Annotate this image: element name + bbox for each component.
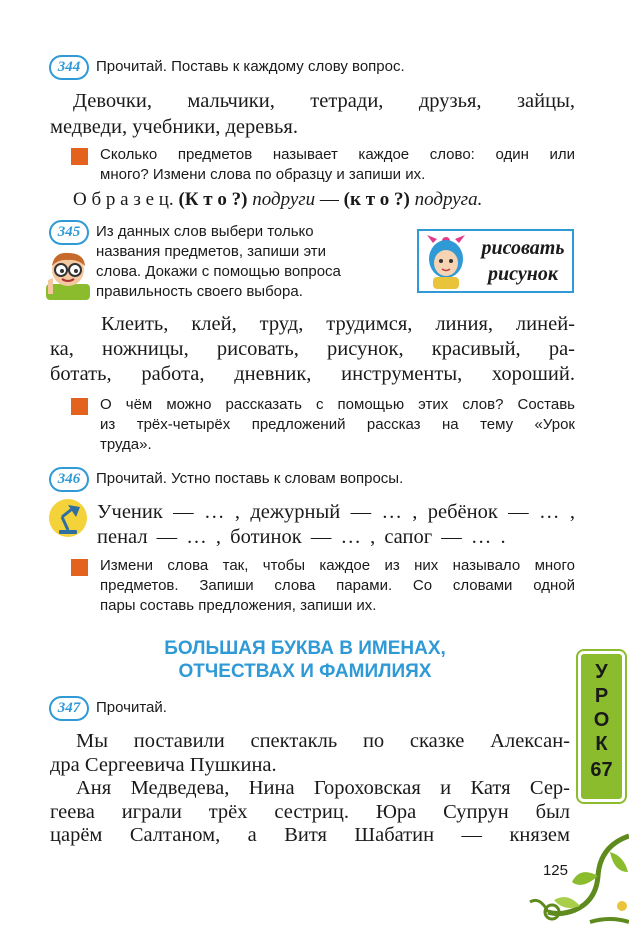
exercise-346-task-line-2: предметов. Запиши слова парами. Со словами одной: [100, 577, 575, 594]
exercise-345-instruction-line-3: слова. Докажи с помощью вопроса: [96, 263, 341, 280]
exercise-345-task-line-3: труда».: [100, 436, 152, 453]
exercise-344-sample: [73, 188, 578, 212]
boy-reader-icon: [44, 250, 92, 300]
exercise-346-task-line-3: пары составь предложения, запиши их.: [100, 597, 377, 614]
task-marker-icon: [71, 398, 88, 415]
exercise-347-text-line-5: царём Салтаном, а Витя Шабатин — князем: [50, 824, 570, 846]
page-number: 125: [542, 862, 568, 879]
exercise-347-text-line-3: Аня Медведева, Нина Гороховская и Катя Сер-: [76, 777, 570, 799]
exercise-347-text-line-2: дра Сергеевича Пушкина.: [50, 754, 277, 776]
exercise-344-words-line-2: медведи, учебники, деревья.: [50, 116, 298, 138]
exercise-345-instruction-line-2: названия предметов, запиши эти: [96, 243, 327, 260]
sample-label: О б р а з е ц.: [73, 189, 174, 210]
lesson-number: 67: [590, 759, 613, 781]
exercise-347-text-line-4: геева играли трёх сестриц. Юра Супрун был: [50, 801, 570, 823]
floral-ornament-icon: [520, 826, 629, 926]
exercise-number-344: 344: [49, 55, 89, 80]
sample-word-1: подруги: [252, 189, 316, 210]
exercise-344-instruction: Прочитай. Поставь к каждому слову вопрос.: [96, 58, 405, 75]
exercise-345-words-line-3: ботать, работа, дневник, инструменты, хороший.: [50, 363, 575, 385]
sample-question-1: (К т о ?): [178, 189, 248, 210]
lamp-icon: [48, 497, 88, 539]
exercise-346-words-line-2: пенал — … , ботинок — … , сапог — … .: [97, 526, 506, 548]
exercise-344-words-line-1: Девочки, мальчики, тетради, друзья, зайцы,: [73, 90, 575, 112]
exercise-number-346: 346: [49, 467, 89, 492]
exercise-346-instruction: Прочитай. Устно поставь к словам вопросы.: [96, 470, 404, 487]
girl-icon: [423, 233, 469, 291]
exercise-347-text-line-1: Мы поставили спектакль по сказке Алексан-: [76, 730, 570, 752]
lesson-letter: К: [595, 733, 608, 755]
word-example-box: [417, 229, 574, 293]
exercise-346-task-line-1: Измени слова так, чтобы каждое из них называло много: [100, 557, 575, 574]
lesson-letter: У: [595, 661, 608, 683]
lesson-letter: О: [593, 709, 610, 731]
exercise-346-words-line-1: Ученик — … , дежурный — … , ребёнок — … ,: [97, 501, 575, 523]
exercise-number-347: 347: [49, 696, 89, 721]
exercise-347-instruction: Прочитай.: [96, 699, 167, 716]
lesson-tab: [578, 651, 625, 802]
exercise-345-instruction-line-1: Из данных слов выбери только: [96, 223, 314, 240]
exercise-345-task-line-2: из трёх-четырёх предложений рассказ на тему «Урок: [100, 416, 575, 433]
sample-word-2: подруга.: [414, 189, 483, 210]
exercise-344-task-line-1: Сколько предметов называет каждое слово: один или: [100, 146, 575, 163]
section-title-line-1: БОЛЬШАЯ БУКВА В ИМЕНАХ,: [164, 638, 446, 659]
exercise-345-instruction-line-4: правильность своего выбора.: [96, 283, 303, 300]
box-word-2: рисунок: [488, 263, 558, 285]
exercise-344-task-line-2: много? Измени слова по образцу и запиши их.: [100, 166, 426, 183]
section-title-line-2: ОТЧЕСТВАХ И ФАМИЛИЯХ: [178, 661, 432, 682]
sample-question-2: (к т о ?): [343, 189, 410, 210]
box-word-1: рисовать: [481, 237, 565, 259]
sample-dash: —: [319, 189, 339, 210]
exercise-345-task-line-1: О чём можно рассказать с помощью этих слов? Составь: [100, 396, 575, 413]
exercise-number-345: 345: [49, 220, 89, 245]
exercise-345-words-line-1: Клеить, клей, труд, трудимся, линия, линей-: [101, 313, 575, 335]
lesson-letter: Р: [594, 685, 609, 707]
task-marker-icon: [71, 148, 88, 165]
task-marker-icon: [71, 559, 88, 576]
exercise-345-words-line-2: ка, ножницы, рисовать, рисунок, красивый, ра-: [50, 338, 575, 360]
